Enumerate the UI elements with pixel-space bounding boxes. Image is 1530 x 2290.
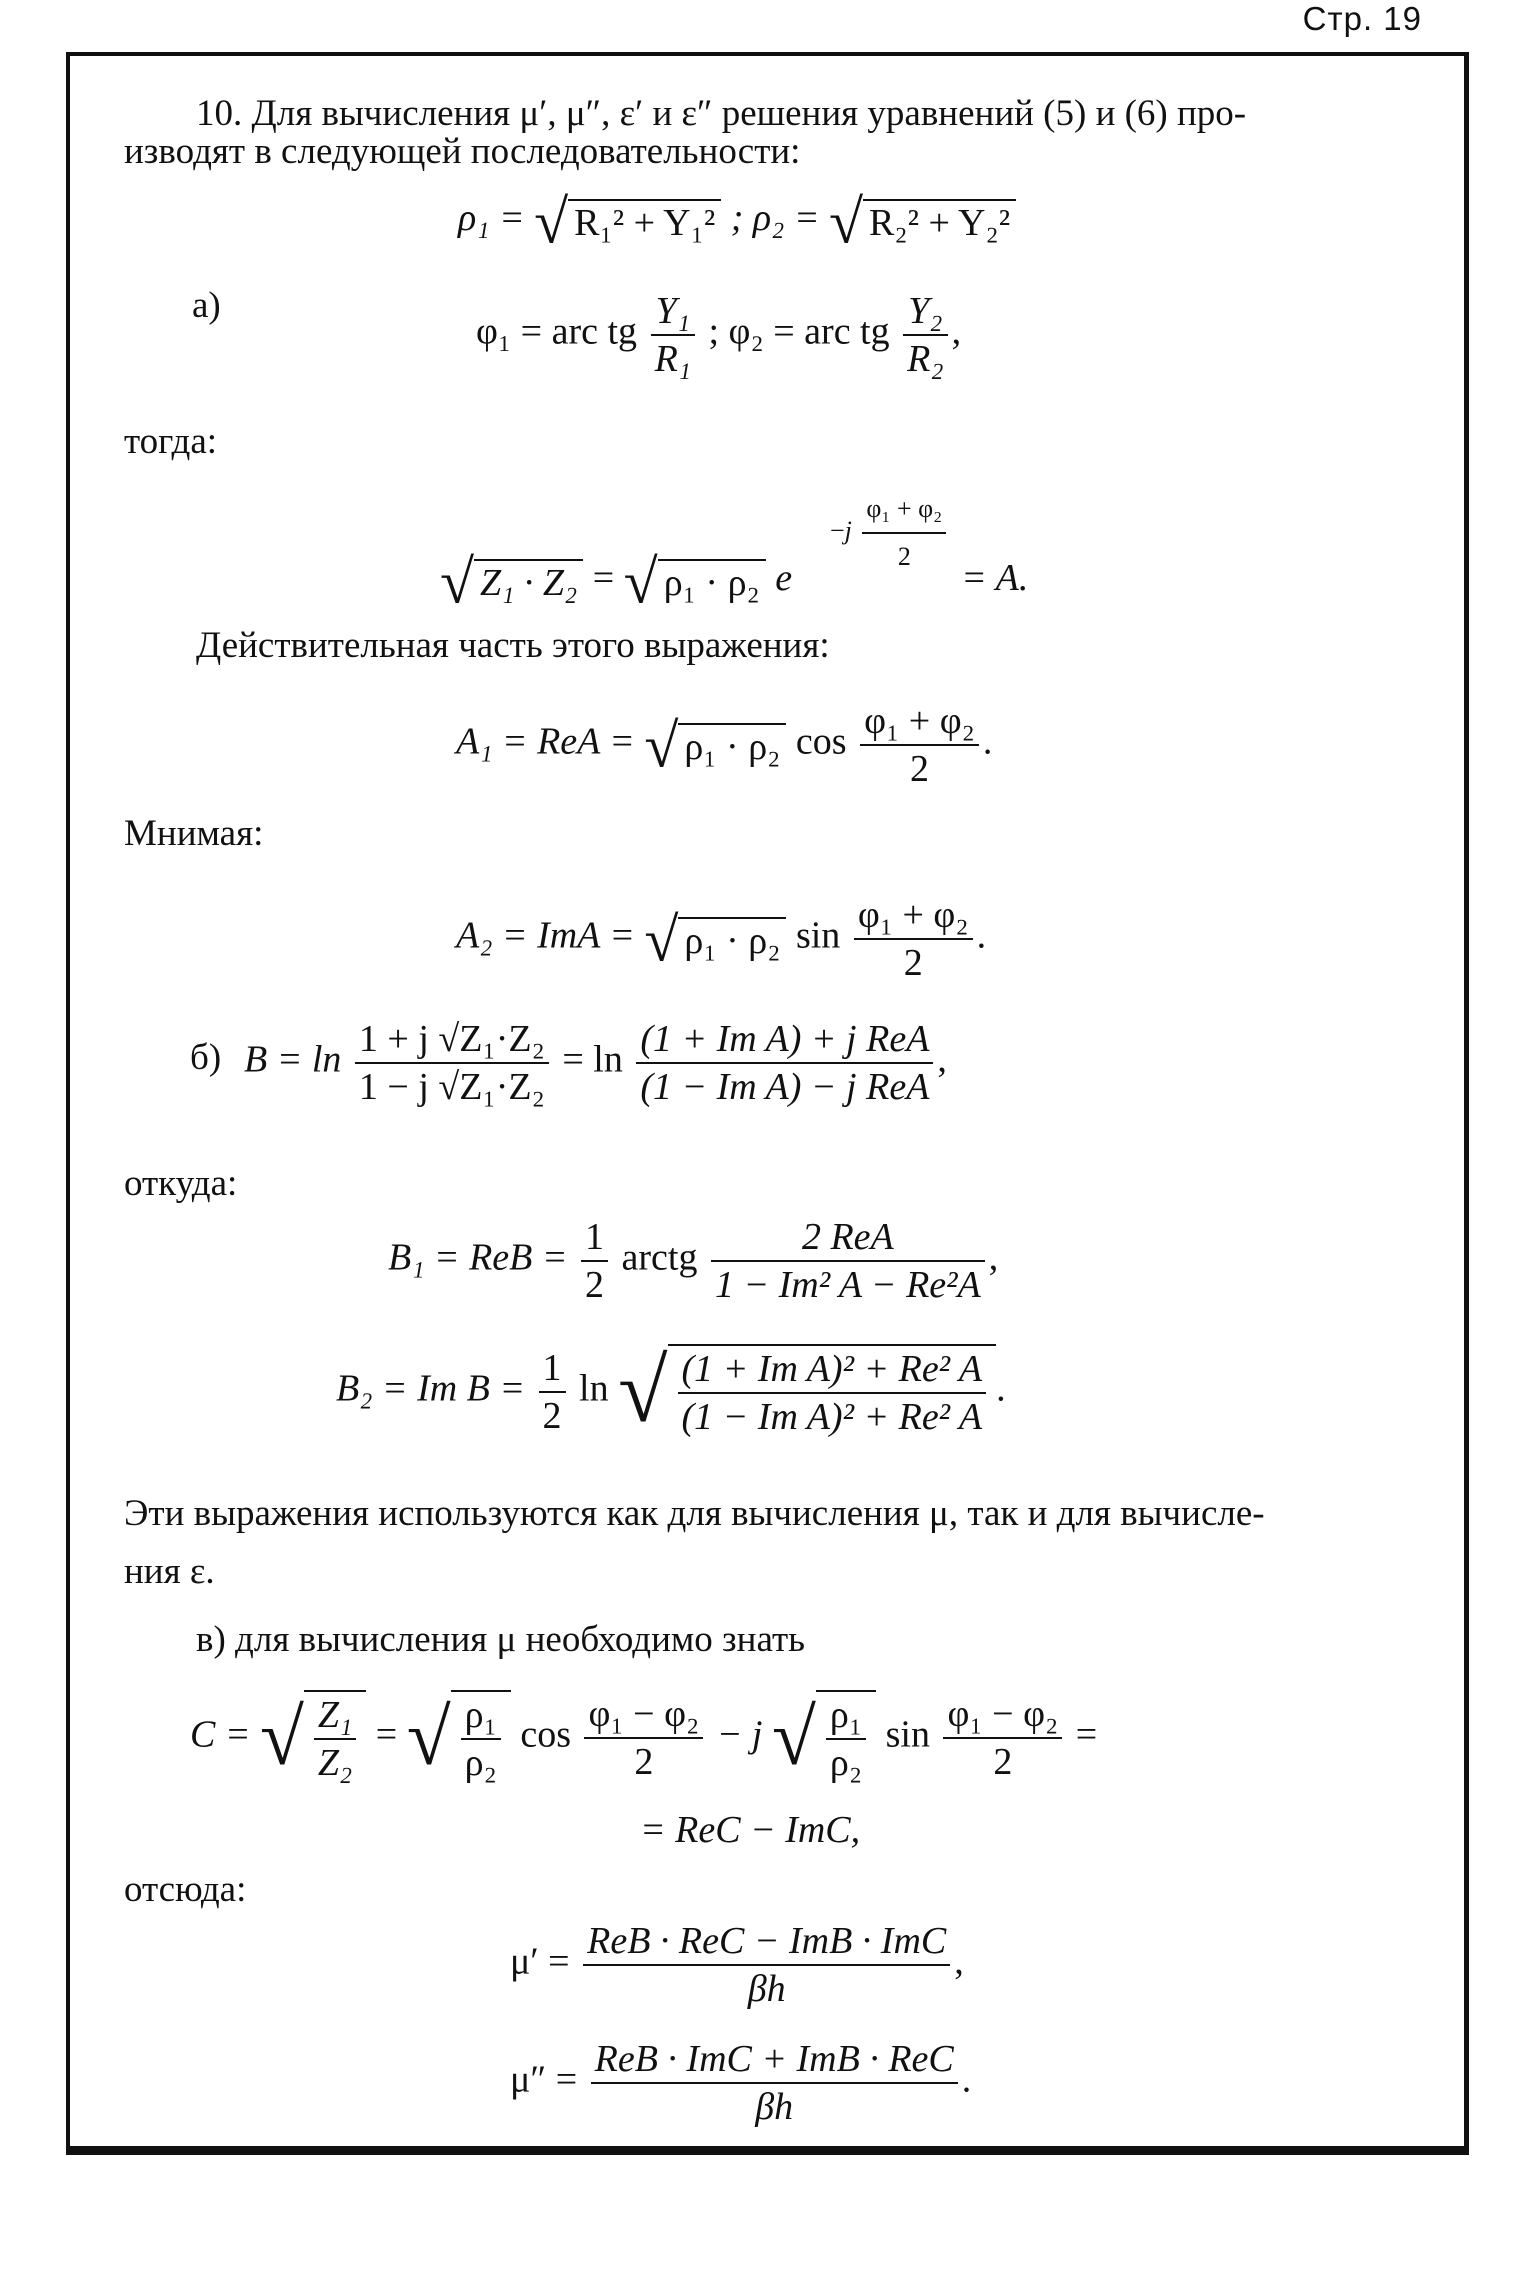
- intro-line-2: изводят в следующей последовательности:: [124, 131, 801, 172]
- rho2-radical: √ R₂² + Y₂²: [829, 197, 1016, 245]
- B2-equation: B₂ = Im B = $\frac{1}{2}$ ln √ $\frac{\text{(1 + Im A)² + Re² A}}{\text{(1 − Im A)² + Re² A}}$ .: [336, 1342, 1006, 1441]
- frame-rule: [66, 2152, 1469, 2155]
- A-rhs: = A.: [961, 557, 1029, 599]
- usage-line-2: ния ε.: [124, 1551, 215, 1592]
- label-b: б): [190, 1037, 222, 1078]
- A-lhs-radical: √ Z₁ · Z₂: [440, 557, 583, 605]
- label-v: в) для вычисления μ необходимо знать: [196, 1619, 805, 1660]
- usage-line-1: Эти выражения используются как для вычисления μ, так и для вычисле-: [124, 1493, 1265, 1534]
- label-a: а): [192, 285, 221, 326]
- text-imag: Мнимая:: [124, 813, 264, 854]
- A-exponent: −j $\frac{\text{φ₁ + φ₂}}{2}$: [830, 486, 950, 580]
- C-equation-line-2: = ReC − ImC,: [640, 1809, 861, 1851]
- intro-line-1: 10. Для вычисления μ′, μ″, ε′ и ε″ решения уравнений (5) и (6) про-: [196, 93, 1247, 134]
- rho2-lhs: ; ρ₂ =: [730, 197, 820, 239]
- text-hence: отсюда:: [124, 1869, 247, 1910]
- rho-equations: [458, 188, 1016, 257]
- A1-equation: A₁ = ReA = √ ρ₁ · ρ₂ cos $\frac{\text{φ₁ + φ₂}}{2}$ .: [456, 700, 993, 790]
- B-equation: B = ln $\frac{\text{1 + j √Z₁·Z₂}}{\text{1 − j √Z₁·Z₂}}$ = ln $\frac{\text{(1 + Im A) + j ReA}}{\text{(1 − Im A) − j ReA}}$ ,: [244, 1018, 947, 1108]
- mu-prime-equation: μ′ = $\frac{\text{ReB · ReC − ImB · ImC}}{\beta h}$ ,: [510, 1920, 964, 2010]
- phi1-lhs: φ₁ = arc tg: [476, 310, 638, 353]
- A-equation: √ Z₁ · Z₂ = √ ρ₁ · ρ₂ e = A.: [440, 548, 1029, 617]
- rho1-lhs: ρ₁ =: [458, 197, 525, 239]
- A-e: e: [775, 557, 793, 599]
- phi2-fraction: $\frac{\text{Y₂}}{\text{R₂}}$: [903, 288, 947, 382]
- text-real-part: Действительная часть этого выражения:: [196, 625, 830, 666]
- phi-equations: φ₁ = arc tg $\frac{\text{Y₁}}{\text{R₁}}$ ; φ₂ = arc tg $\frac{\text{Y₂}}{\text{R₂}}$ ,: [476, 290, 962, 380]
- text-whence: откуда:: [124, 1163, 238, 1204]
- A2-equation: A₂ = ImA = √ ρ₁ · ρ₂ sin $\frac{\text{φ₁ + φ₂}}{2}$ .: [456, 894, 987, 984]
- rho1-radical: √ R₁² + Y₁²: [534, 197, 721, 245]
- page-number: Стр. 19: [1302, 0, 1422, 37]
- B1-equation: B₁ = ReB = $\frac{1}{2}$ arctg $\frac{\text{2 ReA}}{\text{1 − Im² A − Re²A}}$ ,: [388, 1216, 999, 1306]
- text-then: тогда:: [124, 421, 218, 462]
- C-equation: C = √ $\frac{\text{Z₁}}{\text{Z₂}}$ = √ $\frac{\text{ρ₁}}{\text{ρ₂}}$ cos $\frac{\text{φ₁ − φ₂}}{2}$ − j √ $\frac{\text{ρ₁}}{\text{ρ₂}}$ sin $\frac{\text{φ₁ − φ₂}}{2}$ =: [190, 1690, 1097, 1786]
- A-mid-radical: √ ρ₁ · ρ₂: [624, 557, 766, 605]
- phi2-lhs: ; φ₂ = arc tg: [708, 310, 890, 353]
- phi1-fraction: $\frac{\text{Y₁}}{\text{R₁}}$: [651, 288, 695, 382]
- mu-double-prime-equation: μ″ = $\frac{\text{ReB · ImC + ImB · ReC}}{\beta h}$ .: [510, 2038, 972, 2128]
